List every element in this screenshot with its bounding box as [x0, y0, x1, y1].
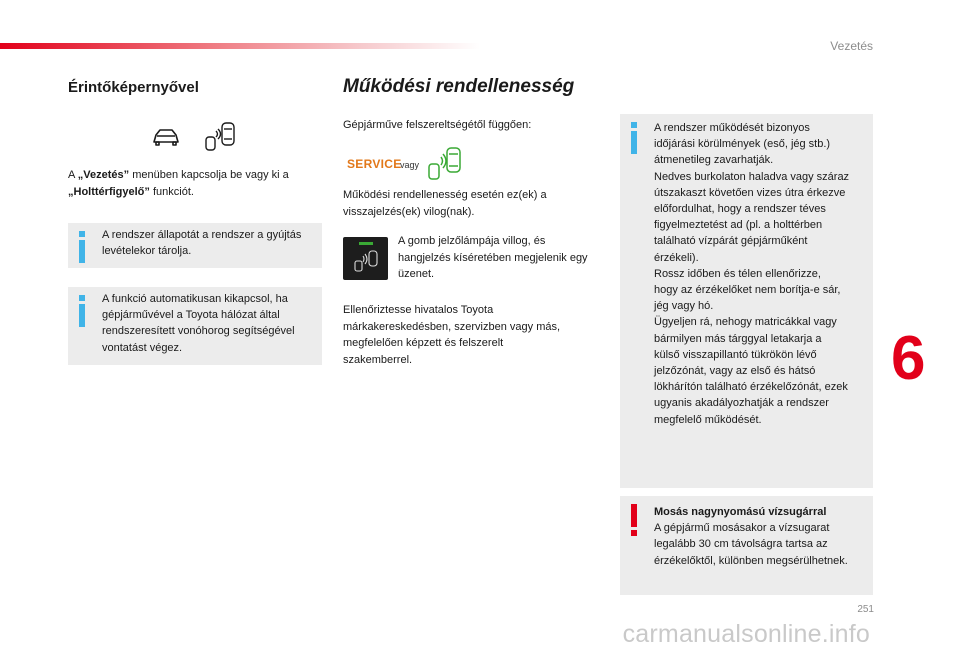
parking-sensor-icon	[202, 121, 240, 153]
info-line: található vízpárát gépjárműként	[654, 235, 808, 248]
touchscreen-heading: Érintőképernyővel	[68, 79, 199, 96]
info-line: figyelmeztetést ad (pl. a holttérben	[654, 219, 823, 232]
blind-spot-warning-icon	[425, 145, 467, 183]
warning-exclamation-icon	[631, 504, 637, 536]
info-line: érzékeli).	[654, 251, 699, 264]
chapter-number: 6	[891, 324, 926, 393]
weather-info-text	[654, 120, 865, 428]
info-line: jég vagy hó.	[654, 300, 714, 313]
info-line: időjárási körülmények (eső, jég stb.)	[654, 138, 831, 151]
info-line: Rossz időben és télen ellenőrizze,	[654, 267, 821, 280]
warning-note-pressure-wash	[620, 496, 873, 595]
info-note-text: A funkció automatikusan kikapcsol, ha gépjárművével a Toyota hálózat által rendszeresített vonóhorog segítségével vontatást végez.	[102, 293, 295, 354]
button-indicator-icon	[343, 237, 388, 280]
touchscreen-instruction	[68, 167, 318, 200]
info-line: Ügyeljen rá, nehogy matricákkal vagy	[654, 316, 837, 329]
function-name-holtterfigyelo: „Holttérfigyelő”	[68, 185, 150, 198]
watermark: carmanualsonline.info	[622, 620, 870, 648]
info-line: előfordulhat, hogy a rendszer téves	[654, 203, 826, 216]
button-indicator-text: A gomb jelzőlámpája villog, és hangjelzés kíséretében megjelenik egy üzenet.	[398, 235, 588, 280]
info-note-weather	[620, 114, 873, 488]
info-line: külső visszapillantó tükrökön lévő	[654, 348, 817, 361]
info-line: Nedves burkolaton haladva vagy száraz	[654, 170, 850, 183]
page-number: 251	[857, 604, 874, 615]
warning-note-content	[654, 504, 865, 569]
malfunction-indicator-text: Működési rendellenesség esetén ez(ek) a visszajelzés(ek) vilog(nak).	[343, 189, 547, 218]
info-line: bármilyen más tárggyal letakarja a	[654, 332, 822, 345]
service-warning-icon: SERVICE	[347, 157, 402, 171]
warning-text: A gépjármű mosásakor a vízsugarat legalább 30 cm távolságra tartsa az érzékelőktől, különben megsérülhetnek.	[654, 522, 848, 567]
section-title: Vezetés	[830, 39, 873, 53]
blind-spot-button-icon	[343, 237, 388, 280]
info-note-text: A rendszer állapotát a rendszer a gyújtás levételekor tárolja.	[102, 229, 302, 258]
info-icon	[631, 122, 637, 154]
info-line: A rendszer működését bizonyos	[654, 122, 810, 134]
or-label: vagy	[400, 160, 420, 170]
instruction-middle: menüben kapcsolja be vagy ki a	[129, 169, 289, 181]
instruction-suffix: funkciót.	[149, 185, 194, 198]
menu-name-vezetes: „Vezetés”	[77, 169, 130, 181]
equipment-dependent-text: Gépjárműve felszereltségétől függően:	[343, 119, 532, 131]
instruction-prefix: A	[68, 169, 78, 181]
info-line: megfelelő működését.	[654, 413, 762, 426]
dealer-check-text: Ellenőriztesse hivatalos Toyota márkakereskedésben, szervizben vagy más, megfelelően képzett és felszerelt szakemberrel.	[343, 304, 561, 366]
malfunction-heading: Működési rendellenesség	[343, 76, 575, 97]
info-line: útszakaszt követően vizes útra érkezve	[654, 186, 846, 199]
warning-title: Mosás nagynyomású vízsugárral	[654, 506, 827, 518]
header-accent-bar	[0, 43, 480, 49]
info-line: átmenetileg zavarhatják.	[654, 154, 774, 167]
info-icon	[79, 231, 85, 263]
info-icon	[79, 295, 85, 327]
info-line: lökhárítón található érzékelőzónát, ezek	[654, 381, 848, 394]
info-line: jelzőzónát, vagy az első és hátsó	[654, 365, 816, 378]
info-line: ugyanis akadályozhatják a rendszer	[654, 397, 829, 410]
info-note-state-memory	[68, 223, 322, 268]
info-line: hogy az érzékelőket nem borítja-e sár,	[654, 284, 841, 297]
info-note-towing	[68, 287, 322, 365]
